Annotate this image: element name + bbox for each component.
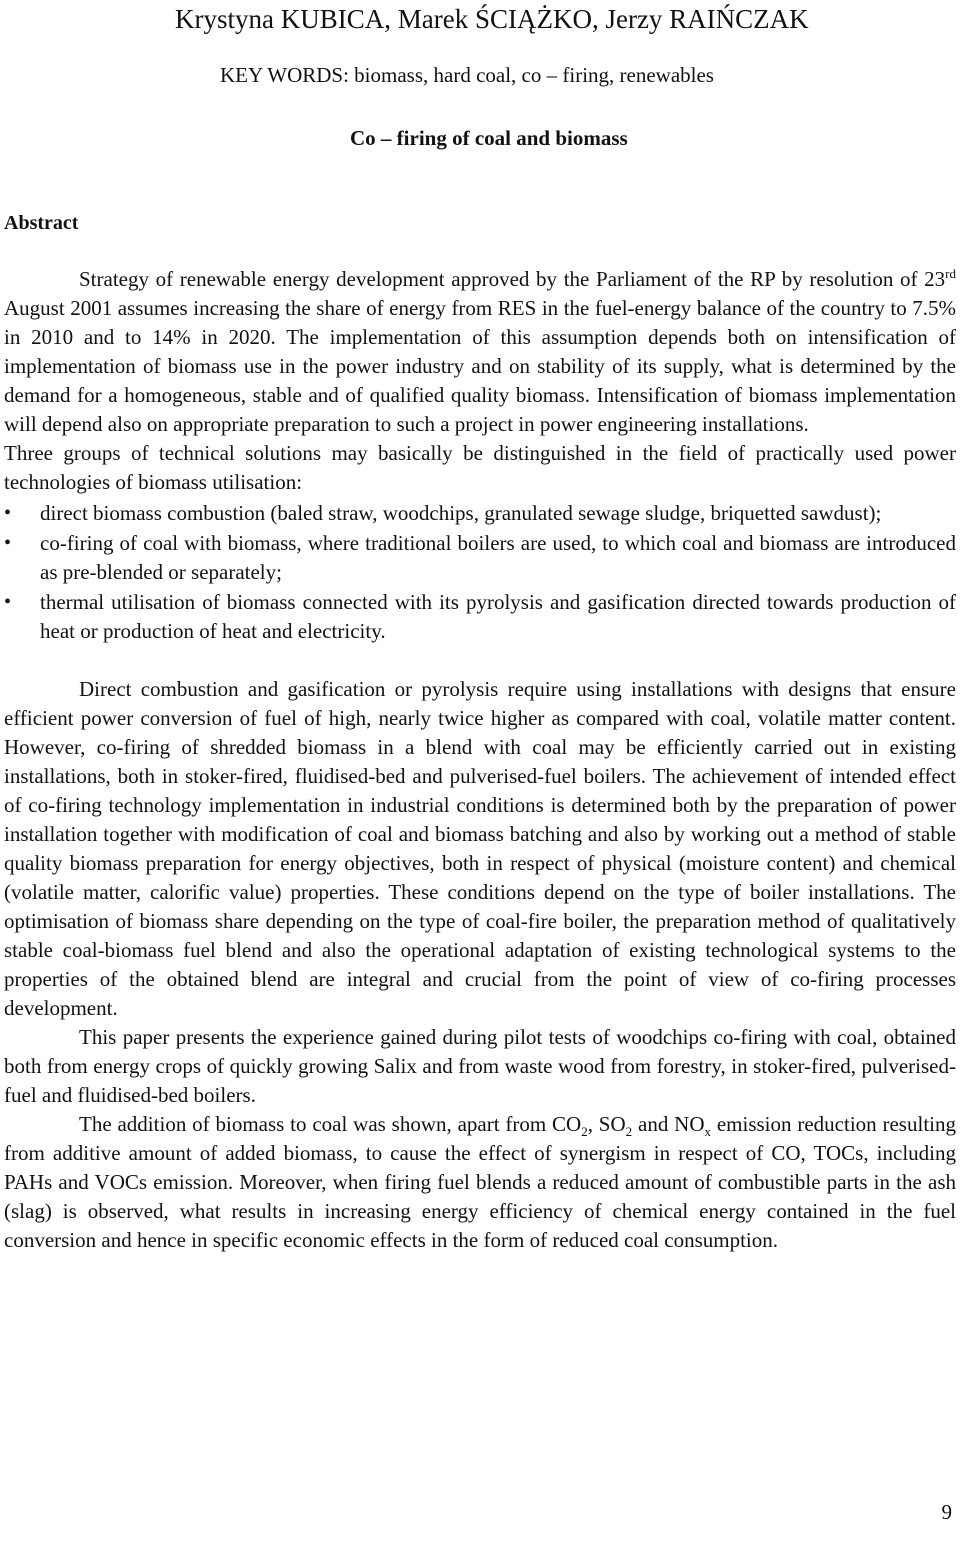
- authors: Krystyna KUBICA, Marek ŚCIĄŻKO, Jerzy RAIŃCZAK: [175, 4, 809, 34]
- list-item: [4, 499, 956, 528]
- paragraph-2: Three groups of technical solutions may basically be distinguished in the field of practically used power technologies of biomass utilisation:: [4, 441, 956, 494]
- bullet-icon: •: [4, 502, 12, 524]
- list-item-text: co-firing of coal with biomass, where traditional boilers are used, to which coal and biomass are introduced as pre-blended or separately;: [40, 531, 956, 584]
- paragraph-5-part-c: and NO: [632, 1112, 705, 1136]
- paragraph-5-part-d: emission reduction resulting from additive amount of added biomass, to cause the effect of synergism in respect of CO, TOCs, including PAHs and VOCs emission. Moreover, when firing fuel blends a reduced amount of combustible parts in the ash (slag) is observed, what results in increasing energy efficiency of chemical energy contained in the fuel conversion and hence in specific economic effects in the form of reduced coal consumption.: [4, 1112, 956, 1252]
- bullet-list: [4, 499, 956, 646]
- paragraph-1-part-a: Strategy of renewable energy development approved by the Parliament of the RP by resolution of 23: [79, 267, 946, 291]
- bullet-icon: •: [4, 532, 12, 554]
- abstract-body: [4, 265, 956, 1255]
- list-item-text: thermal utilisation of biomass connected with its pyrolysis and gasification directed towards production of heat or production of heat and electricity.: [40, 590, 956, 643]
- keywords: KEY WORDS: biomass, hard coal, co – firing, renewables: [220, 63, 714, 87]
- abstract-heading: Abstract: [4, 212, 79, 234]
- list-item: [4, 529, 956, 587]
- paragraph-1: [4, 265, 956, 439]
- subscript: x: [704, 1124, 711, 1140]
- subscript: 2: [581, 1124, 588, 1140]
- page-number: 9: [941, 1500, 952, 1524]
- paper-title: Co – firing of coal and biomass: [350, 126, 628, 150]
- paragraph-1-part-b: August 2001 assumes increasing the share of energy from RES in the fuel-energy balance of the country to 7.5% in 2010 and to 14% in 2020. The implementation of this assumption depends both on intensification of implementation of biomass use in the power industry and on stability of its supply, what is determined by the demand for a homogeneous, stable and of qualified quality biomass. Intensification of biomass implementation will depend also on appropriate preparation to such a project in power engineering installations.: [4, 296, 956, 436]
- list-item-text: direct biomass combustion (baled straw, woodchips, granulated sewage sludge, briquetted sawdust);: [40, 501, 882, 525]
- ordinal-suffix: rd: [945, 266, 956, 281]
- paragraph-4: This paper presents the experience gained during pilot tests of woodchips co-firing with coal, obtained both from energy crops of quickly growing Salix and from waste wood from forestry, in stoker-fired, pulverised-fuel and fluidised-bed boilers.: [4, 1025, 956, 1107]
- paragraph-5: [4, 1110, 956, 1255]
- subscript: 2: [625, 1124, 633, 1140]
- paragraph-3: Direct combustion and gasification or pyrolysis require using installations with designs that ensure efficient power conversion of fuel of high, nearly twice higher as compared with coal, volatile matter content. However, co-firing of shredded biomass in a blend with coal may be efficiently carried out in existing installations, both in stoker-fired, fluidised-bed and pulverised-fuel boilers. The achievement of intended effect of co-firing technology implementation in industrial conditions is determined both by the preparation of power installation together with modification of coal and biomass batching and also by working out a method of stable quality biomass preparation for energy objectives, both in respect of physical (moisture content) and chemical (volatile matter, calorific value) properties. These conditions depend on the type of boiler installations. The optimisation of biomass share depending on the type of coal-fire boiler, the preparation method of qualitatively stable coal-biomass fuel blend and also the operational adaptation of existing technological systems to the properties of the obtained blend are integral and crucial from the point of view of co-firing processes development.: [4, 677, 956, 1020]
- paragraph-5-part-b: , SO: [587, 1112, 626, 1136]
- paragraph-5-part-a: The addition of biomass to coal was shown, apart from CO: [79, 1112, 582, 1136]
- list-item: [4, 588, 956, 646]
- bullet-icon: •: [4, 591, 12, 613]
